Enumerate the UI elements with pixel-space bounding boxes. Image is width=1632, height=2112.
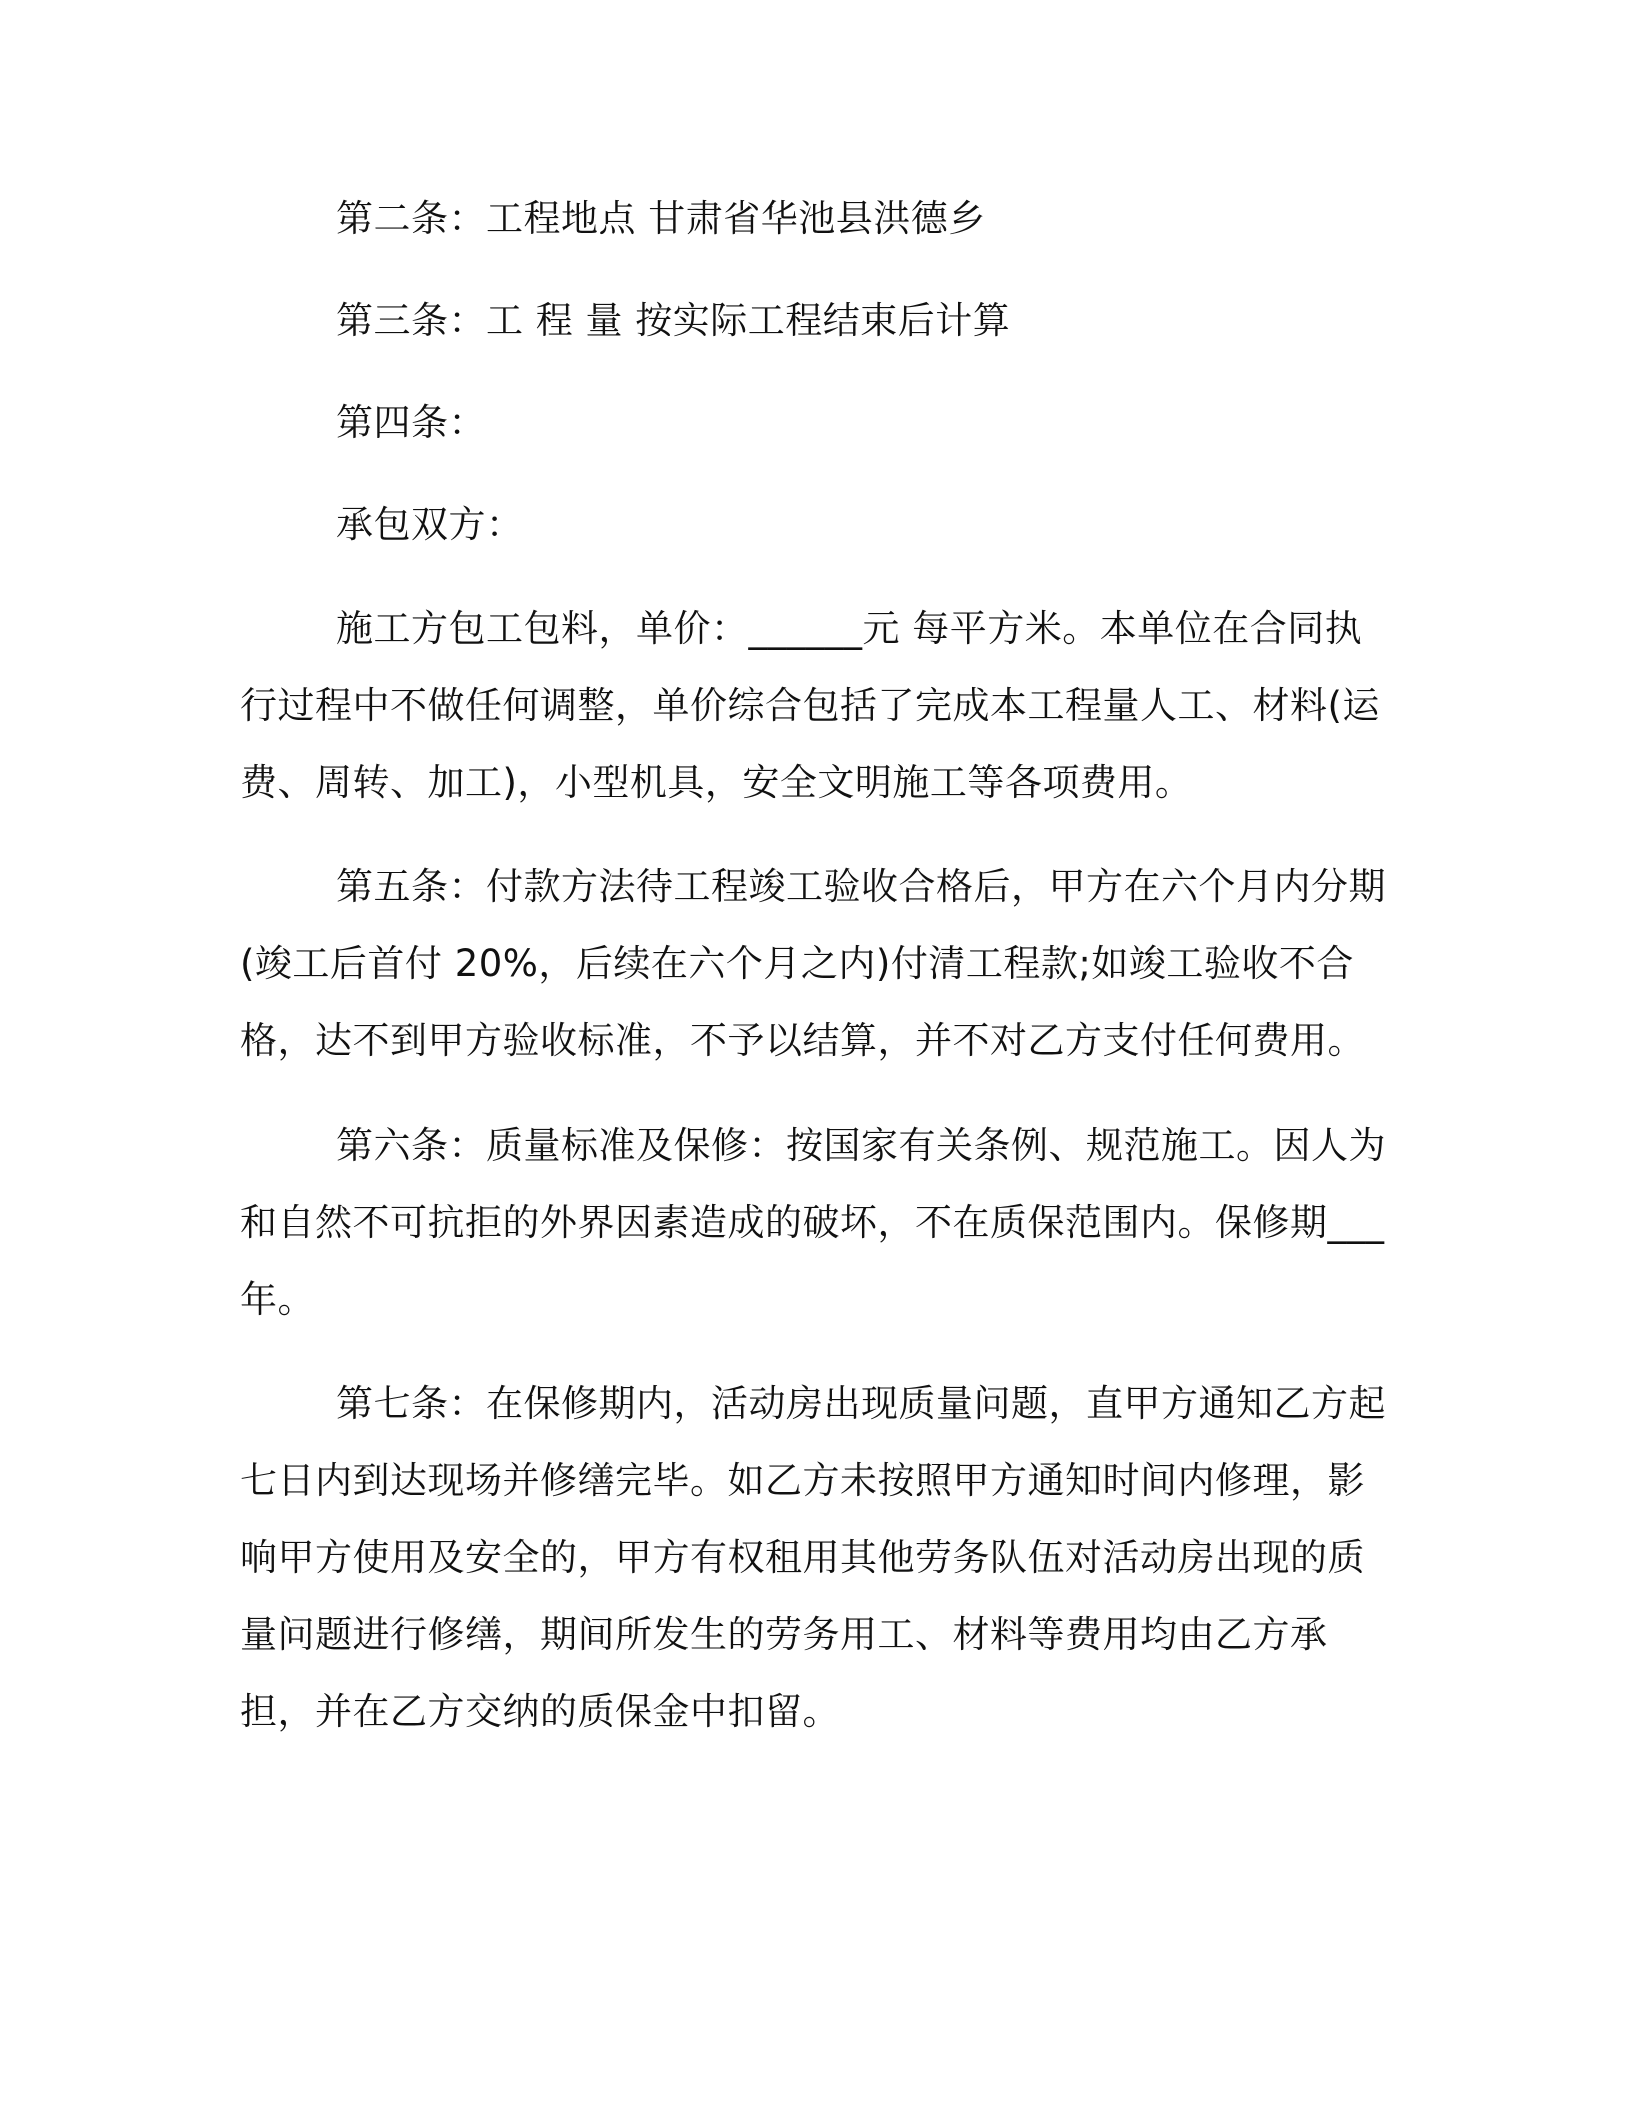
clause-3-paragraph: 第三条：工 程 量 按实际工程结束后计算 (336, 299, 1011, 342)
clause-2-paragraph: 第二条：工程地点 甘肃省华池县洪德乡 (336, 197, 986, 240)
clause-6-paragraph: 第六条：质量标准及保修：按国家有关条例、规范施工。因人为和自然不可抗拒的外界因素造成的破坏，不在质保范围内。保修期___年。 (240, 1124, 1386, 1321)
clause-5-paragraph: 第五条：付款方法待工程竣工验收合格后，甲方在六个月内分期(竣工后首付 20%，后续在六个月之内)付清工程款;如竣工验收不合格，达不到甲方验收标准，不予以结算，并不对乙方支付任何费用。 (240, 865, 1386, 1062)
contracting-parties-paragraph: 承包双方： (336, 503, 524, 546)
clause-7-paragraph: 第七条：在保修期内，活动房出现质量问题，直甲方通知乙方起七日内到达现场并修缮完毕。如乙方未按照甲方通知时间内修理，影响甲方使用及安全的，甲方有权租用其他劳务队伍对活动房出现的质量问题进行修缮，期间所发生的劳务用工、材料等费用均由乙方承担，并在乙方交纳的质保金中扣留。 (240, 1382, 1386, 1733)
clause-4-paragraph: 第四条： (336, 401, 486, 444)
unit-price-paragraph: 施工方包工包料，单价：______元 每平方米。本单位在合同执行过程中不做任何调整，单价综合包括了完成本工程量人工、材料(运费、周转、加工)，小型机具，安全文明施工等各项费用。 (240, 607, 1380, 804)
